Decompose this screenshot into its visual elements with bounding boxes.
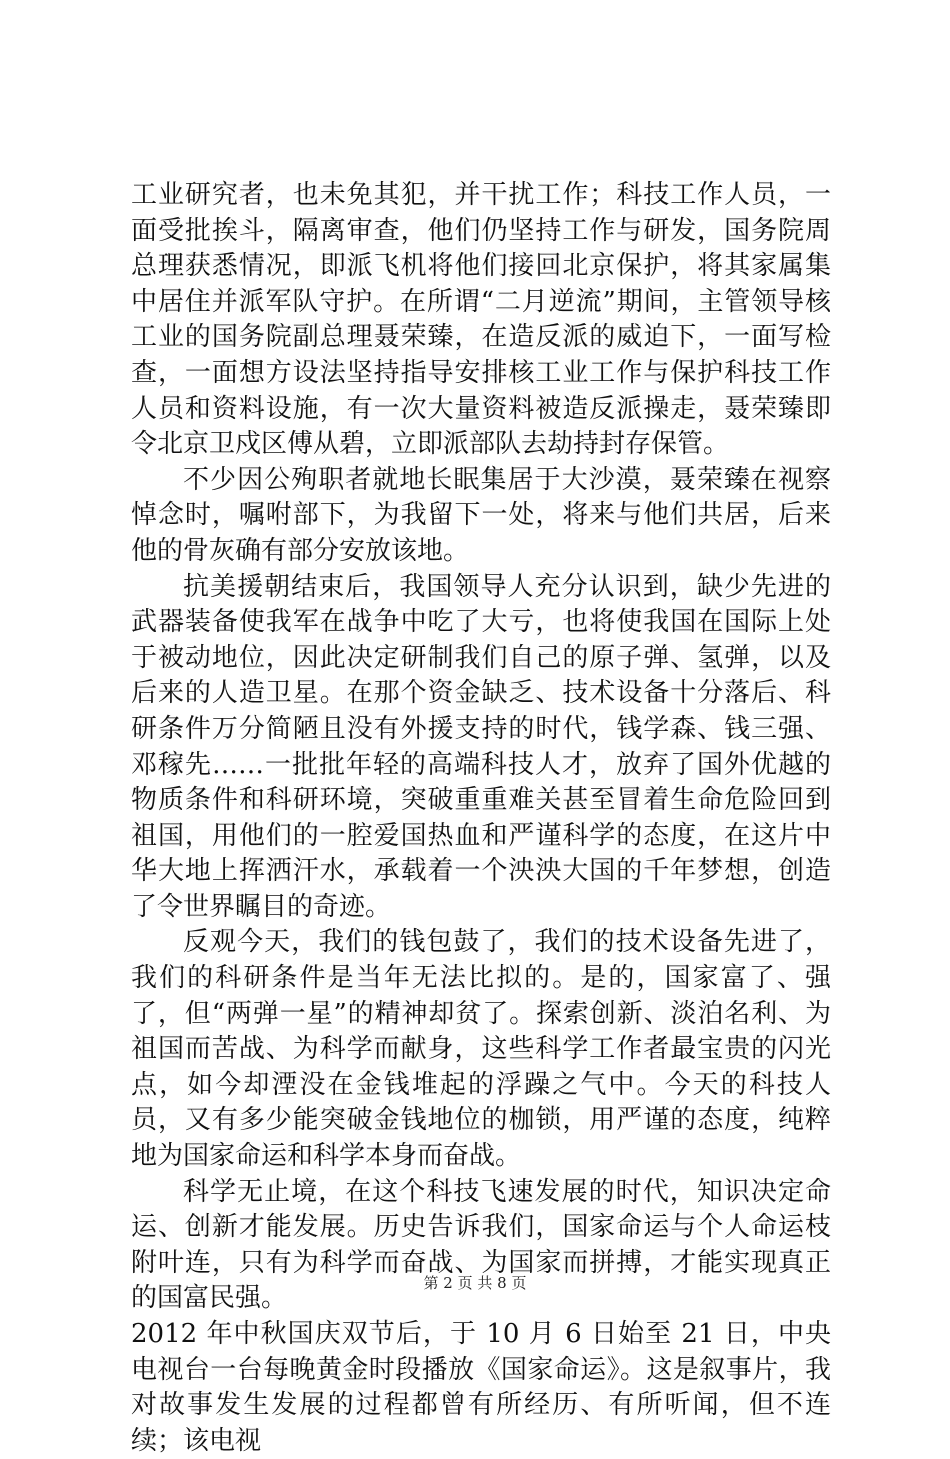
document-body	[131, 178, 831, 1459]
paragraph: 不少因公殉职者就地长眠集居于大沙漠，聂荣臻在视察悼念时，嘱咐部下，为我留下一处，将来与他们共居，后来他的骨灰确有部分安放该地。	[131, 464, 831, 566]
paragraph: 2012 年中秋国庆双节后，于 10 月 6 日始至 21 日，中央电视台一台每晚黄金时段播放《国家命运》。这是叙事片，我对故事发生发展的过程都曾有所经历、有所听闻，但不连续；该电视	[131, 1319, 831, 1456]
paragraph: 抗美援朝结束后，我国领导人充分认识到，缺少先进的武器装备使我军在战争中吃了大亏，也将使我国在国际上处于被动地位，因此决定研制我们自己的原子弹、氢弹，以及后来的人造卫星。在那个资金缺乏、技术设备十分落后、科研条件万分简陋且没有外援支持的时代，钱学森、钱三强、邓稼先……一批批年轻的高端科技人才，放弃了国外优越的物质条件和科研环境，突破重重难关甚至冒着生命危险回到祖国，用他们的一腔爱国热血和严谨科学的态度，在这片中华大地上挥洒汗水，承载着一个泱泱大国的千年梦想，创造了令世界瞩目的奇迹。	[131, 571, 831, 922]
paragraph: 科学无止境，在这个科技飞速发展的时代，知识决定命运、创新才能发展。历史告诉我们，国家命运与个人命运枝附叶连，只有为科学而奋战、为国家而拼搏，才能实现真正的国富民强。	[131, 1176, 831, 1314]
paragraph: 工业研究者，也未免其犯，并干扰工作；科技工作人员，一面受批挨斗，隔离审查，他们仍坚持工作与研发，国务院周总理获悉情况，即派飞机将他们接回北京保护，将其家属集中居住并派军队守护。在所谓“二月逆流”期间，主管领导核工业的国务院副总理聂荣臻，在造反派的威迫下，一面写检查，一面想方设法坚持指导安排核工业工作与保护科技工作人员和资料设施，有一次大量资料被造反派操走，聂荣臻即令北京卫戍区傅从碧，立即派部队去劫持封存保管。	[131, 180, 831, 460]
page-footer: 第 2 页 共 8 页	[423, 1274, 527, 1292]
paragraph: 反观今天，我们的钱包鼓了，我们的技术设备先进了，我们的科研条件是当年无法比拟的。是的，国家富了、强了，但“两弹一星”的精神却贫了。探索创新、淡泊名利、为祖国而苦战、为科学而献身，这些科学工作者最宝贵的闪光点，如今却湮没在金钱堆起的浮躁之气中。今天的科技人员，又有多少能突破金钱地位的枷锁，用严谨的态度，纯粹地为国家命运和科学本身而奋战。	[131, 927, 831, 1172]
